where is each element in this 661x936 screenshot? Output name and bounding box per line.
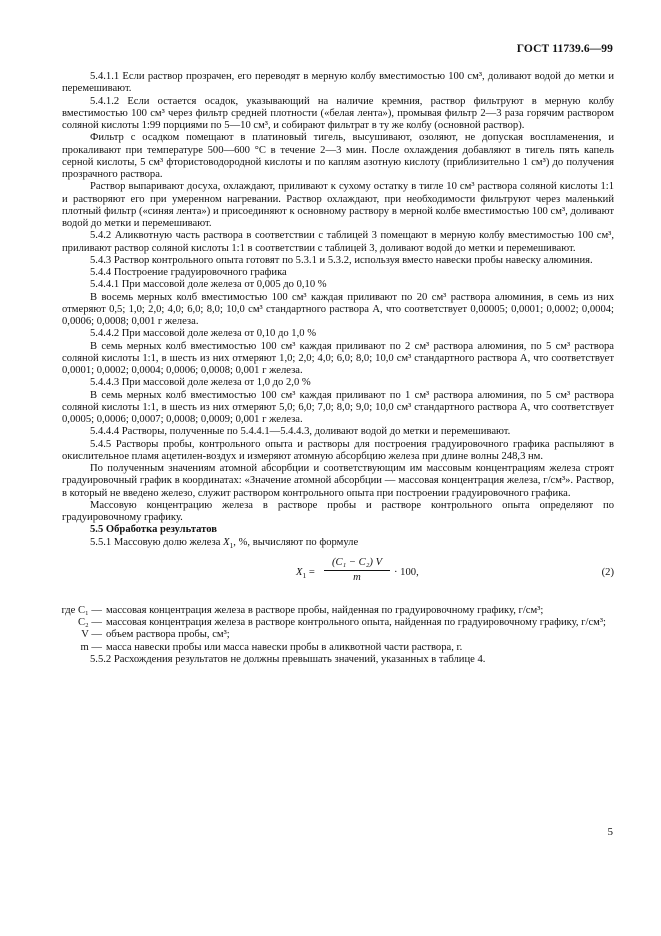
formula-lhs-sub: 1 (302, 570, 307, 580)
document-body (62, 71, 614, 666)
definition-label: где C₁ — (61, 604, 102, 616)
definition-text: массовая концентрация железа в растворе пробы, найденная по градуировочному графику, г/см³; (106, 604, 544, 616)
formula-intro-sub: 1 (229, 540, 234, 550)
definition-item (62, 617, 614, 629)
formula-intro (62, 537, 614, 549)
paragraph: 5.4.2 Аликвотную часть раствора в соответствии с таблицей 3 помещают в мерную колбу вместимостью 100 см³, приливают раствор соляной кислоты 1:1 в соответствии с таблицей 3, доливают водой до метки и перемешивают. (62, 230, 614, 254)
paragraph: Массовую концентрацию железа в растворе пробы и растворе контрольного опыта определяют по градуировочному графику. (62, 499, 614, 523)
paragraph: 5.4.5 Растворы пробы, контрольного опыта и растворы для построения градуировочного графика распыляют в окислительное пламя ацетилен-воздух и измеряют атомную абсорбцию железа при длине волны 248,3 нм. (62, 438, 614, 462)
formula-denominator: m (353, 572, 361, 583)
formula-intro-var: X (223, 536, 230, 548)
standard-header: ГОСТ 11739.6—99 (516, 43, 613, 55)
paragraph: В семь мерных колб вместимостью 100 см³ каждая приливают по 1 см³ раствора алюминия, по 5 см³ раствора соляной кислоты 1:1, в шесть из них отмеряют 5,0; 6,0; 7,0; 8,0; 9,0; 10,0 см³ стандартного раствора А, что соответствует 0,0005; 0,0006; 0,0007; 0,0008; 0,0009; 0,001 г железа. (62, 389, 614, 425)
paragraph: 5.4.1.1 Если раствор прозрачен, его переводят в мерную колбу вместимостью 100 см³, доливают водой до метки и перемешивают. (62, 71, 614, 95)
closing-paragraph: 5.5.2 Расхождения результатов не должны превышать значений, указанных в таблице 4. (90, 653, 486, 665)
formula-intro-suffix: , %, вычисляют по формуле (233, 536, 359, 548)
paragraph: 5.4.4.2 При массовой доле железа от 0,10 до 1,0 % (90, 328, 317, 340)
section-heading: 5.5 Обработка результатов (90, 524, 217, 536)
paragraph: 5.4.4.1 При массовой доле железа от 0,005 до 0,10 % (90, 279, 327, 291)
definition-label: V — (81, 629, 102, 641)
formula-numerator: (C₁ − C₂) V (324, 557, 390, 571)
paragraph: 5.4.4 Построение градуировочного графика (90, 267, 287, 278)
definition-label: m — (80, 641, 102, 653)
definition-item (62, 629, 614, 641)
formula-block (62, 553, 614, 599)
paragraph: Раствор выпаривают досуха, охлаждают, приливают к сухому остатку в тигле 10 см³ раствора соляной кислоты 1:1 и растворяют его при умеренном нагревании. Раствор охлаждают, при необходимости фильтруют через маленький плотный фильтр («синяя лента») и присоединяют к основному раствору в мерной колбе вместимостью 100 см³, доливают водой до метки и перемешивают. (62, 181, 614, 229)
definition-text: масса навески пробы или масса навески пробы в аликвотной части раствора, г. (106, 641, 463, 653)
formula-number: (2) (601, 566, 614, 578)
paragraph: По полученным значениям атомной абсорбции и соответствующим им массовым концентрациям железа строят градуировочный график в координатах: «Значение атомной абсорбции — массовая концентрация железа, г/см³». Раствор, в который не введено железо, служит раствором контрольного опыта при построении градуировочного графика. (62, 463, 614, 499)
definitions-list (62, 605, 614, 654)
formula-intro-prefix: 5.5.1 Массовую долю железа (90, 536, 224, 548)
definition-item (62, 642, 614, 654)
paragraph: 5.4.4.4 Растворы, полученные по 5.4.4.1—5.4.4.3, доливают водой до метки и перемешивают. (90, 426, 511, 438)
formula-lhs-var: X (296, 566, 303, 578)
definition-item (62, 605, 614, 617)
formula-lhs (296, 567, 315, 579)
definition-text: объем раствора пробы, см³; (106, 629, 230, 641)
paragraph: 5.4.1.2 Если остается осадок, указывающий на наличие кремния, раствор фильтруют в мерную колбу вместимостью 100 см³ через фильтр средней плотности («белая лента»), промывая фильтр 2—3 раза горячим раствором соляной кислоты 1:99 порциями по 5—10 см³, и собирают фильтрат в ту же колбу (основной раствор). (62, 95, 614, 131)
paragraph: Фильтр с осадком помещают в платиновый тигель, высушивают, озоляют, не допуская воспламенения, и прокаливают при температуре 500—600 °С в течение 2—3 мин. После охлаждения добавляют в тигель пять капель серной кислоты, 5 см³ фтористоводородной кислоты и по каплям азотную кислоту (приблизительно 1 см³) до получения прозрачного раствора. (62, 132, 614, 180)
definition-text: массовая концентрация железа в растворе контрольного опыта, найденная по градуировочному графику, г/см³; (106, 617, 606, 628)
formula-fraction (324, 557, 390, 585)
paragraph: 5.4.4.3 При массовой доле железа от 1,0 до 2,0 % (90, 377, 311, 389)
page-number: 5 (607, 826, 613, 838)
definition-label: C₂ — (77, 617, 102, 628)
paragraph: 5.4.3 Раствор контрольного опыта готовят по 5.3.1 и 5.3.2, используя вместо навески пробы навеску алюминия. (90, 254, 593, 266)
formula-equals: = (306, 566, 315, 578)
formula-rhs: · 100, (394, 566, 419, 578)
paragraph: В семь мерных колб вместимостью 100 см³ каждая приливают по 2 см³ раствора алюминия, по 5 см³ раствора соляной кислоты 1:1, в шесть из них отмеряют 1,0; 2,0; 4,0; 6,0; 8,0; 10,0 см³ стандартного раствора А, что соответствует 0,0001; 0,0002; 0,0004; 0,0006; 0,0008; 0,001 г железа. (62, 340, 614, 376)
paragraph: В восемь мерных колб вместимостью 100 см³ каждая приливают по 20 см³ раствора алюминия, в семь из них отмеряют 0,5; 1,0; 2,0; 4,0; 6,0; 8,0; 10,0 см³ стандартного раствора А, что соответствует 0,00005; 0,0001; 0,0002; 0,0004; 0,0006; 0,0008; 0,001 г железа. (62, 291, 614, 327)
